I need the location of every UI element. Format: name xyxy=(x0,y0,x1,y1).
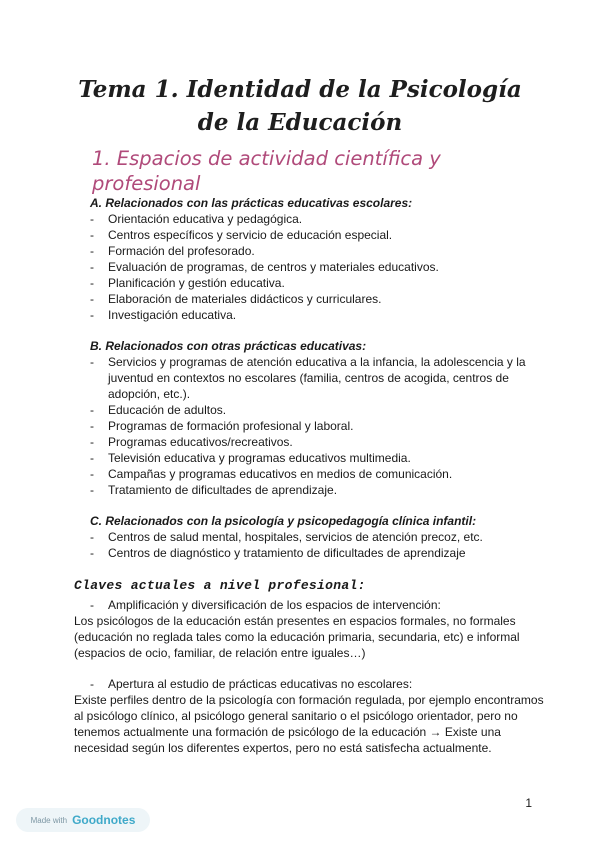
claves-point-1: - Amplificación y diversificación de los espacios de intervención: xyxy=(90,597,544,613)
list-item: - Centros específicos y servicio de educación especial. xyxy=(90,227,550,243)
page-title: Tema 1. Identidad de la Psicología de la Educación xyxy=(78,76,522,136)
claves-block-2 xyxy=(74,676,544,756)
list-item: - Formación del profesorado. xyxy=(90,243,550,259)
goodnotes-badge xyxy=(16,808,150,832)
section-a-label: A. Relacionados con las prácticas educativas escolares: xyxy=(90,196,413,210)
list-item: - Orientación educativa y pedagógica. xyxy=(90,211,550,227)
section-c-label: C. Relacionados con la psicología y psicopedagogía clínica infantil: xyxy=(90,514,477,528)
badge-made-with: Made with xyxy=(30,815,68,825)
section-c xyxy=(90,513,550,561)
section-a-list xyxy=(90,211,550,323)
claves-text-1: Los psicólogos de la educación están presentes en espacios formales, no formales (educación no reglada tales como la educación primaria, secundaria, etc) e informal (espacios de ocio, familiar, de relación entre iguales…) xyxy=(74,614,520,660)
list-item: - Programas educativos/recreativos. xyxy=(90,434,550,450)
list-item: - Servicios y programas de atención educativa a la infancia, la adolescencia y la juventud en contextos no escolares (familia, centros de acogida, centros de adopción, etc.). xyxy=(90,354,550,402)
list-item: - Evaluación de programas, de centros y materiales educativos. xyxy=(90,259,550,275)
badge-brand: Goodnotes xyxy=(72,813,136,827)
section-b-list xyxy=(90,354,550,498)
list-item: - Centros de salud mental, hospitales, servicios de atención precoz, etc. xyxy=(90,529,550,545)
section-a xyxy=(90,195,550,323)
page-number: 1 xyxy=(525,796,532,810)
section-b xyxy=(90,338,550,498)
section-c-list xyxy=(90,529,550,561)
list-item: - Elaboración de materiales didácticos y curriculares. xyxy=(90,291,550,307)
section-heading: 1. Espacios de actividad científica y profesional xyxy=(92,147,441,195)
list-item: - Tratamiento de dificultades de aprendizaje. xyxy=(90,482,550,498)
list-item: - Programas de formación profesional y laboral. xyxy=(90,418,550,434)
list-item: - Educación de adultos. xyxy=(90,402,550,418)
list-item: - Planificación y gestión educativa. xyxy=(90,275,550,291)
claves-block-1 xyxy=(74,597,544,661)
claves-text-2: Existe perfiles dentro de la psicología con formación regulada, por ejemplo encontramos al psicólogo clínico, al psicólogo general sanitario o el psicólogo orientador, pero no tenemos actualmente una formación de psicólogo de la educación → Existe una necesidad según los diferentes expertos, pero no está satisfecha actualmente. xyxy=(74,693,544,755)
list-item: - Campañas y programas educativos en medios de comunicación. xyxy=(90,466,550,482)
list-item: - Investigación educativa. xyxy=(90,307,550,323)
section-b-label: B. Relacionados con otras prácticas educativas: xyxy=(90,339,367,353)
claves-title: Claves actuales a nivel profesional: xyxy=(74,578,366,593)
list-item: - Centros de diagnóstico y tratamiento de dificultades de aprendizaje xyxy=(90,545,550,561)
list-item: - Televisión educativa y programas educativos multimedia. xyxy=(90,450,550,466)
claves-point-2: - Apertura al estudio de prácticas educativas no escolares: xyxy=(90,676,544,692)
